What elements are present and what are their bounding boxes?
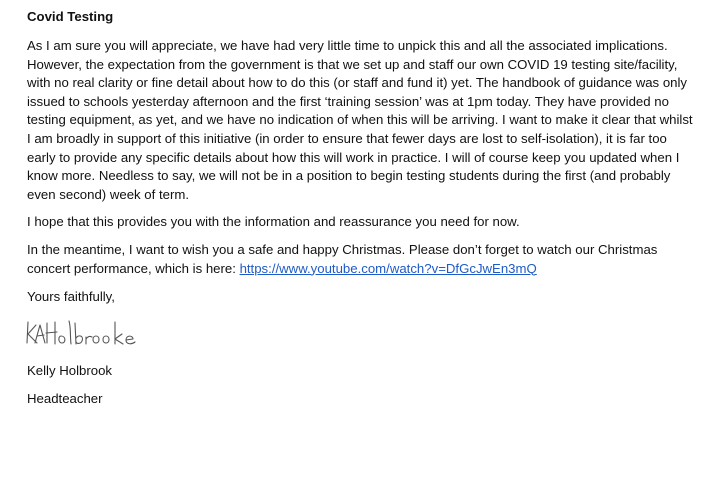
- body-paragraph-reassurance: I hope that this provides you with the information and reassurance you need for now.: [27, 214, 520, 230]
- body-paragraph-testing: As I am sure you will appreciate, we have had very little time to unpick this and all the associated implications. However, the expectation from the government is that we set up and staff our own COVID 19 testing site/facility, with no real clarity or fine detail about how to do this (or staff and fund it) yet. The handbook of guidance was only issued to schools yesterday afternoon and the first ‘training session’ was at 1pm today. They have provided no testing equipment, as yet, and we have no indication of when this will be arriving. I want to make it clear that whilst I am broadly in support of this initiative (in order to ensure that fewer days are lost to self-isolation), it is far too early to provide any specific details about how this will work in practice. I will of course keep you updated when I know more. Needless to say, we will not be in a position to begin testing students during the first (and probably even second) week of term.: [27, 38, 693, 202]
- sign-off: Yours faithfully,: [27, 289, 115, 305]
- signer-role: Headteacher: [27, 390, 103, 406]
- concert-video-link[interactable]: https://www.youtube.com/watch?v=DfGcJwEn3mQ: [239, 260, 537, 276]
- handwritten-signature: [25, 316, 143, 352]
- body-paragraph-closing: [27, 241, 698, 278]
- closing-text: In the meantime, I want to wish you a safe and happy Christmas. Please don’t forget to watch our Christmas concert performance, which is here:: [27, 241, 658, 276]
- signer-name: Kelly Holbrook: [27, 362, 113, 378]
- section-heading: Covid Testing: [27, 9, 114, 24]
